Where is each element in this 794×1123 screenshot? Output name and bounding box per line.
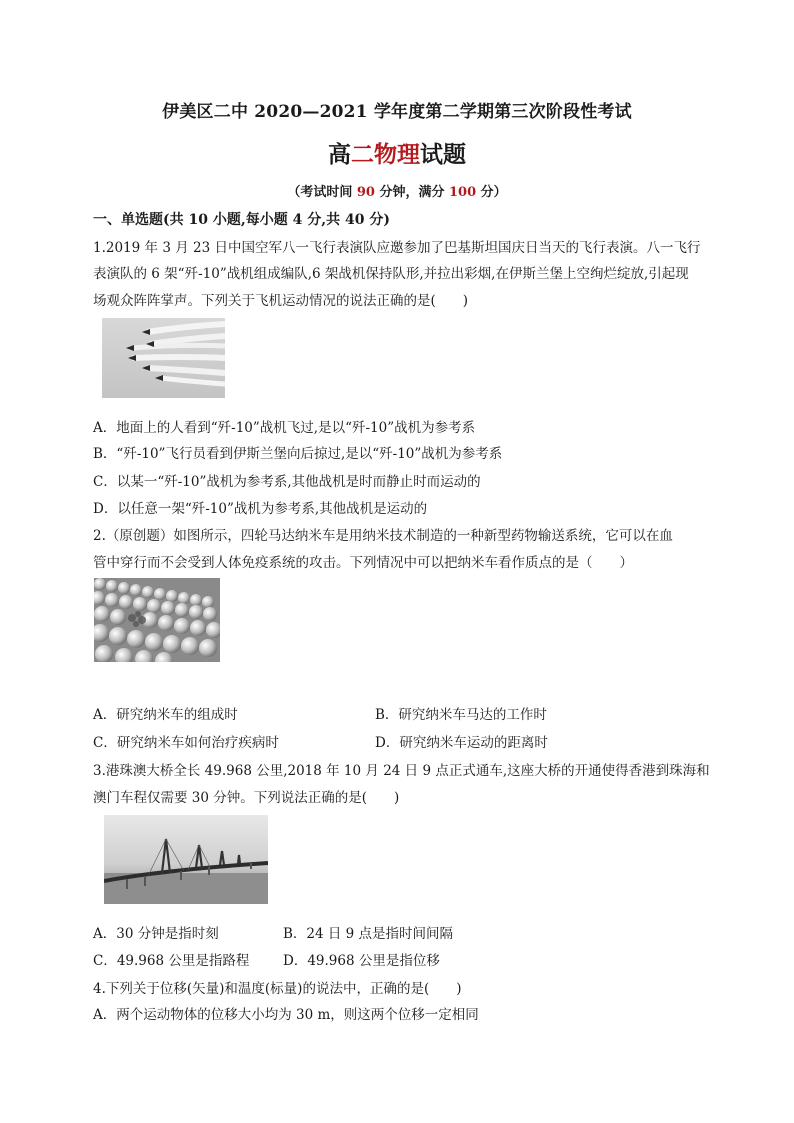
q3-option-c: C．49.968 公里是指路程 bbox=[93, 953, 250, 969]
q1-option-d: D．以任意一架“歼-10”战机为参考系,其他战机是运动的 bbox=[93, 501, 428, 517]
q2-option-b: B．研究纳米车马达的工作时 bbox=[375, 707, 547, 723]
exam-total-score: 100 bbox=[449, 185, 477, 200]
subject-title bbox=[0, 136, 794, 169]
q4-option-a: A．两个运动物体的位移大小均为 30 m，则这两个位移一定相同 bbox=[93, 1007, 479, 1023]
q3-option-d: D．49.968 公里是指位移 bbox=[283, 953, 440, 969]
bridge-drawing bbox=[104, 815, 268, 904]
q1-stem-line-2: 表演队的 6 架“歼-10”战机组成编队,6 架战机保持队形,并拉出彩烟,在伊斯兰堡上空绚烂绽放,引起现 bbox=[93, 266, 689, 282]
subject-title-suffix: 试题 bbox=[420, 141, 466, 168]
fighter-jets-image bbox=[102, 318, 225, 398]
q2-option-a: A．研究纳米车的组成时 bbox=[93, 707, 238, 723]
nanocar-drawing bbox=[94, 578, 220, 662]
subject-title-part: 高 bbox=[328, 141, 351, 168]
q3-stem-line-2: 澳门车程仅需要 30 分钟。下列说法正确的是( ) bbox=[93, 790, 400, 806]
time-note-prefix: （考试时间 bbox=[287, 185, 357, 200]
subject-title-grade: 二 bbox=[351, 141, 374, 168]
q2-option-d: D．研究纳米车运动的距离时 bbox=[375, 735, 548, 751]
q3-option-a: A．30 分钟是指时刻 bbox=[93, 926, 219, 942]
subject-title-subject: 物理 bbox=[374, 141, 420, 168]
exam-time-note bbox=[0, 181, 794, 200]
exam-minutes: 90 bbox=[356, 185, 375, 200]
q4-stem-line-1: 4.下列关于位移(矢量)和温度(标量)的说法中，正确的是( ) bbox=[93, 981, 462, 997]
time-note-middle: 分钟，满分 bbox=[374, 185, 449, 200]
q3-option-b: B．24 日 9 点是指时间间隔 bbox=[283, 926, 454, 942]
q3-stem-line-1: 3.港珠澳大桥全长 49.968 公里,2018 年 10 月 24 日 9 点正式通车,这座大桥的开通使得香港到珠海和 bbox=[93, 763, 710, 779]
q1-stem-line-3: 场观众阵阵掌声。下列关于飞机运动情况的说法正确的是( ) bbox=[93, 293, 469, 309]
bridge-image bbox=[104, 815, 268, 904]
nanocar-image bbox=[94, 578, 220, 662]
q2-option-c: C．研究纳米车如何治疗疾病时 bbox=[93, 735, 279, 751]
q2-stem-line-2: 管中穿行而不会受到人体免疫系统的攻击。下列情况中可以把纳米车看作质点的是（ ） bbox=[93, 555, 633, 571]
q1-option-b: B．“歼-10”飞行员看到伊斯兰堡向后掠过,是以“歼-10”战机为参考系 bbox=[93, 446, 503, 462]
q1-stem-line-1: 1.2019 年 3 月 23 日中国空军八一飞行表演队应邀参加了巴基斯坦国庆日当天的飞行表演。八一飞行 bbox=[93, 240, 701, 256]
time-note-suffix: 分） bbox=[476, 185, 507, 200]
exam-title: 伊美区二中 2020—2021 学年度第二学期第三次阶段性考试 bbox=[162, 102, 632, 122]
fighter-jets-drawing bbox=[102, 318, 225, 398]
q2-stem-line-1: 2.（原创题）如图所示，四轮马达纳米车是用纳米技术制造的一种新型药物输送系统，它可以在血 bbox=[93, 528, 673, 544]
q1-option-a: A．地面上的人看到“歼-10”战机飞过,是以“歼-10”战机为参考系 bbox=[93, 420, 476, 436]
section-heading: 一、单选题(共 10 小题,每小题 4 分,共 40 分) bbox=[93, 212, 390, 228]
q1-option-c: C．以某一“歼-10”战机为参考系,其他战机是时而静止时而运动的 bbox=[93, 474, 481, 490]
